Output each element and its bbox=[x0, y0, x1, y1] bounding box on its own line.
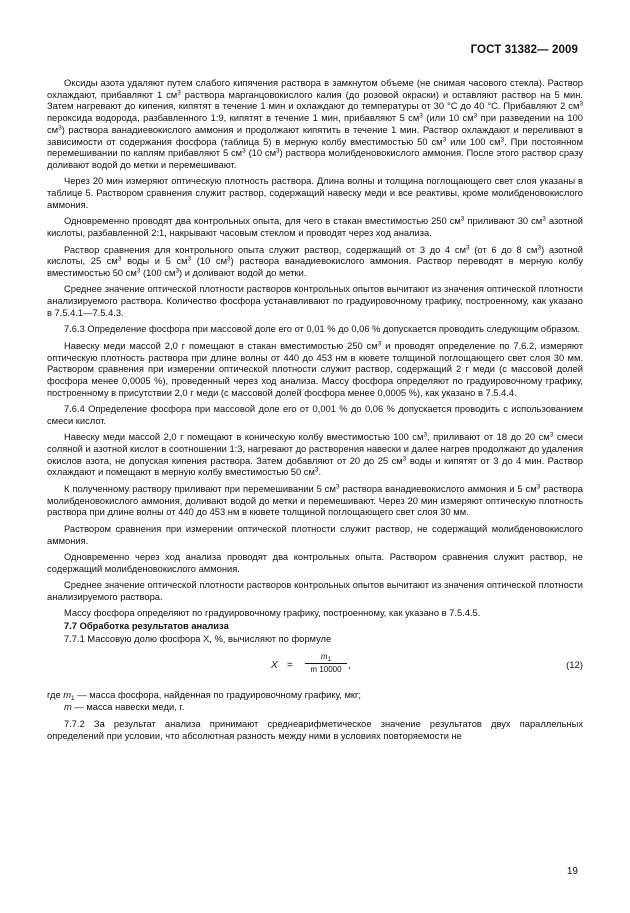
text-run: Навеску меди массой 2,0 г помещают в коническую колбу вместимостью 100 см bbox=[64, 432, 424, 443]
formula-fraction bbox=[305, 652, 347, 675]
text-run: пероксида водорода, разбавленного 1:9, кипятят в течение 1 мин, прибавляют 5 см bbox=[47, 113, 420, 124]
text-run: при разведении на 100 см bbox=[47, 113, 583, 135]
superscript: 3 bbox=[549, 431, 554, 439]
formula-12 bbox=[47, 651, 583, 684]
text-run: воды и 5 см bbox=[121, 256, 188, 267]
text-run: К полученному раствору приливают при перемешивании 5 см bbox=[64, 483, 336, 494]
section-7-6-3: 7.6.3 Определение фосфора при массовой доле его от 0,01 % до 0,06 % допускается проводить следующим образом. bbox=[64, 324, 580, 335]
formula-comma: , bbox=[348, 659, 351, 671]
text-run: или 100 см bbox=[446, 136, 501, 147]
paragraph: Через 20 мин измеряют оптическую плотность раствора. Длина волны и толщина поглощающего свет слоя указаны в таблице 5. Раствором сравнения служит раствор, содержащий навеску меди и все реактивы, кроме молибденовокислого аммония. bbox=[47, 176, 583, 210]
superscript: 3 bbox=[187, 255, 192, 263]
superscript: 3 bbox=[460, 215, 465, 223]
superscript: 3 bbox=[276, 147, 280, 155]
formula-number: (12) bbox=[566, 659, 583, 671]
text-run: ) раствора молибденовокислого аммония. После этого раствор сразу доливают водой до метки и перемешивают. bbox=[47, 148, 583, 170]
superscript: 3 bbox=[442, 136, 447, 144]
superscript: 3 bbox=[466, 244, 470, 252]
text-run: , приливают от 18 до 20 см bbox=[427, 432, 550, 443]
text-run: воды и кипятят от 3 до 4 мин. Раствор охлаждают и помещают в мерную колбу вместимостью 50 см bbox=[47, 455, 583, 478]
text-run: раствора ванадиевокислого аммония и 5 см bbox=[339, 483, 537, 494]
superscript: 3 bbox=[419, 112, 423, 120]
text-run: Оксиды азота удаляют путем слабого кипячения раствора в замкнутом объеме (не снимая часового стекла). Раствор охлаждают, прибавляют 1 см bbox=[47, 78, 583, 100]
text-run: (от 6 до 8 см bbox=[469, 244, 538, 255]
text-run: Навеску меди массой 2,0 г помещают в стакан вместимостью 250 см bbox=[64, 340, 378, 351]
superscript: 3 bbox=[542, 215, 546, 223]
text-run: . При постоянном перемешивании по каплям прибавляют 5 см bbox=[47, 136, 583, 159]
paragraph bbox=[47, 432, 583, 479]
superscript: 3 bbox=[423, 431, 428, 439]
superscript: 3 bbox=[402, 455, 407, 463]
paragraph: Массу фосфора определяют по градуировочному графику, построенному, как указано в 7.5.4.5. bbox=[64, 608, 481, 619]
paragraph bbox=[47, 341, 583, 400]
superscript: 3 bbox=[500, 136, 505, 144]
superscript: 3 bbox=[579, 100, 583, 108]
formula-denominator: m 10000 bbox=[310, 664, 342, 674]
text-run: . bbox=[318, 467, 322, 478]
text-run: смеси соляной и азотной кислот в соотношении 1:3, нагревают до растворения навески и далее нагрев продолжают до удаления окислов азота, не допуская кипения раствора. Затем добавляют от 20 до 25 см bbox=[47, 432, 584, 466]
paragraph: Среднее значение оптической плотности растворов контрольных опытов вычитают из значения оптической плотности анализируемого раствора. Количество фосфора устанавливают по градуировочному графику, построенному, как указано в 7.5.4.1—7.5.4.3. bbox=[47, 284, 583, 318]
text-run: Раствор сравнения для контрольного опыта служит раствор, содержащий от 3 до 4 см bbox=[64, 244, 466, 255]
text-run: (10 см bbox=[191, 256, 228, 267]
text-run: раствора молибденовокислого аммония, доливают водой до метки и перемешивают. Через 20 мин измеряют оптическую плотность раствора при длине волны от 440 до 453 нм в кювете толщиной поглощающего свет слоя 30 мм. bbox=[47, 483, 583, 518]
text-run: раствора марганцовокислого калия (до розовой окраски) и оставляют раствор на 5 мин. Затем нагревают до кипения, кипятят в течение 1 мин и охлаждают до температуры от 30 °С до 40 °С. Прибавляют 2 см bbox=[47, 89, 583, 112]
superscript: 3 bbox=[335, 483, 340, 491]
standard-header: ГОСТ 31382— 2009 bbox=[470, 44, 578, 56]
superscript: 3 bbox=[117, 255, 122, 263]
superscript: 3 bbox=[314, 466, 319, 474]
where-m1: где $m_1$ — масса фосфора, найденная по градуировочному графику, мкг; bbox=[47, 689, 361, 702]
superscript: 3 bbox=[377, 340, 382, 348]
text-run: приливают 30 см bbox=[464, 216, 543, 227]
superscript: 3 bbox=[58, 124, 62, 132]
text-run: ) и доливают водой до метки. bbox=[179, 267, 307, 278]
formula-lhs: X bbox=[271, 659, 278, 671]
text-run: азотной кислоты, разбавленной 2:1, накрывают часовым стеклом и проводят через ход анализа. bbox=[47, 216, 583, 239]
section-7-6-4: 7.6.4 Определение фосфора при массовой доле его от 0,001 % до 0,06 % допускается проводить с использованием смеси кислот. bbox=[47, 404, 583, 426]
superscript: 3 bbox=[175, 267, 180, 275]
text-run: (100 см bbox=[140, 267, 176, 278]
section-heading-7-7: 7.7 Обработка результатов анализа bbox=[64, 621, 229, 632]
paragraph bbox=[47, 245, 583, 280]
section-7-7-2: 7.7.2 За результат анализа принимают среднеарифметическое значение результатов двух параллельных определений при условии, что абсолютная разность между ними в условиях повторяемости не bbox=[47, 718, 583, 741]
superscript: 3 bbox=[227, 255, 231, 263]
text-run: ) раствора ванадиевокислого аммония и продолжают кипятить в течение 1 мин. Раствор охлаждают и переливают в зависимости от содержания фосфора (таблица 5) в мерную колбу вместимостью 50 см bbox=[47, 124, 583, 147]
superscript: 3 bbox=[242, 147, 246, 155]
superscript: 3 bbox=[136, 267, 141, 275]
paragraph bbox=[47, 484, 583, 519]
text-run: (или 10 см bbox=[422, 113, 474, 124]
superscript: 3 bbox=[536, 483, 541, 491]
formula-equals: = bbox=[287, 659, 293, 671]
superscript: 3 bbox=[177, 89, 181, 97]
formula-numerator: $m_1$ bbox=[305, 652, 347, 664]
text-run: ) раствора ванадиевокислого аммония. Раствор переводят в мерную колбу вместимостью 50 см bbox=[47, 256, 584, 278]
superscript: 3 bbox=[537, 244, 542, 252]
paragraph bbox=[47, 78, 583, 172]
text-run: ) азотной кислоты, 25 см bbox=[47, 244, 584, 267]
text-run: и проводят определение по 7.6.2, измеряют оптическую плотность раствора при длине волны от 440 до 453 нм в кювете толщиной поглощающего свет слоя 30 мм. Раствором сравнения при измерении оптической плотности служит раствор, содержащий 2 г меди (с массовой долей фосфора менее 0,0005 %), проведенный через ход анализа. Массу фосфора определяют по градуировочному графику, построенному в присутствии 2,0 г меди (с массовой долей фосфора менее 0,0005 %), как указано в 7.5.4.4. bbox=[47, 340, 584, 398]
where-m: m — масса навески меди, г. bbox=[64, 702, 185, 713]
section-7-7-1: 7.7.1 Массовую долю фосфора X, %, вычисляют по формуле bbox=[64, 633, 332, 644]
page-number: 19 bbox=[566, 866, 578, 877]
text-run: (10 см bbox=[245, 148, 277, 159]
document-body bbox=[47, 78, 583, 747]
paragraph bbox=[47, 216, 583, 239]
text-run: Одновременно проводят два контрольных опыта, для чего в стакан вместимостью 250 см bbox=[64, 216, 461, 227]
paragraph: Одновременно через ход анализа проводят два контрольных опыта. Раствором сравнения служит раствор, не содержащий молибденовокислого аммония. bbox=[47, 552, 583, 574]
paragraph: Среднее значение оптической плотности растворов контрольных опытов вычитают из значения оптической плотности анализируемого раствора. bbox=[47, 580, 583, 602]
paragraph: Раствором сравнения при измерении оптической плотности служит раствор, не содержащий молибденовокислого аммония. bbox=[47, 523, 583, 546]
superscript: 3 bbox=[473, 112, 478, 120]
